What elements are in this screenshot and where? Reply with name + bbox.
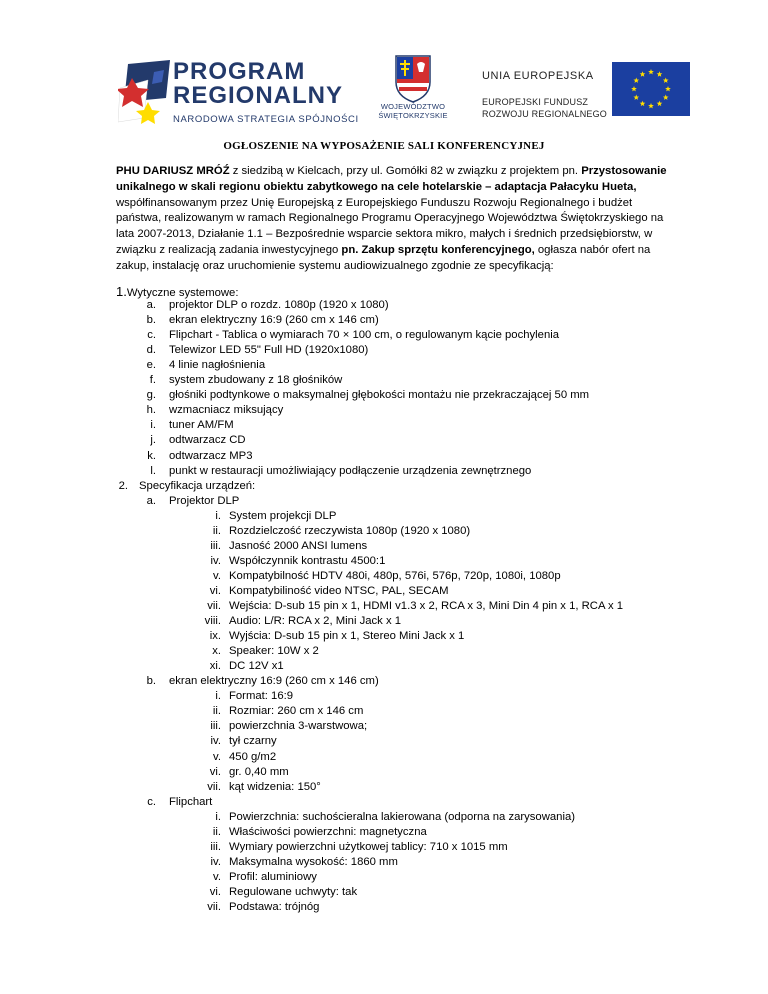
spec-c-item-marker: iv. — [210, 855, 221, 868]
spec-c-title: Flipchart — [169, 795, 213, 808]
spec-a-item-marker: vii. — [207, 600, 221, 612]
eu-text-block — [482, 70, 622, 120]
spec-b-item-marker: ii. — [212, 705, 221, 718]
spec-b-item: tył czarny — [229, 735, 277, 748]
wytyczne-item: 4 linie nagłośnienia — [169, 359, 266, 372]
spec-c-item-marker: vii. — [207, 901, 221, 913]
wytyczne-item-marker: h. — [146, 404, 156, 417]
spec-c-title-marker: c. — [147, 795, 156, 808]
spec-c-item: Powierzchnia: suchościeralna lakierowana (odporna na zarysowania) — [229, 810, 575, 823]
wytyczne-item-marker: c. — [147, 329, 156, 342]
spec-b-item-marker: iii. — [210, 720, 221, 733]
section2-title: Specyfikacja urządzeń: — [139, 479, 256, 492]
wytyczne-item: odtwarzacz CD — [169, 434, 246, 447]
spec-b-item-marker: vii. — [207, 780, 221, 793]
spec-c-item-marker: ii. — [212, 825, 221, 838]
spec-a-item: Wyjścia: D-sub 15 pin x 1, Stereo Mini Jack x 1 — [229, 630, 465, 643]
wytyczne-item-marker: a. — [146, 299, 156, 311]
spec-a-item-marker: xi. — [209, 660, 221, 673]
spec-b-title: ekran elektryczny 16:9 (260 cm x 146 cm) — [169, 675, 379, 688]
spec-a-item-marker: ii. — [212, 524, 221, 537]
wytyczne-item: odtwarzacz MP3 — [169, 449, 253, 462]
spec-b-item: Rozmiar: 260 cm x 146 cm — [229, 705, 364, 718]
spec-c-item-marker: iii. — [210, 840, 221, 853]
wytyczne-item: głośniki podtynkowe o maksymalnej głębokości montażu nie przekraczającej 50 mm — [169, 389, 590, 402]
company-name: PHU DARIUSZ MRÓŹ — [116, 165, 230, 177]
intro-text-3: ogłasza nabór ofert na zakup, instalację oraz uruchomienie systemu audiowizualnego zgodnie ze specyfikacją: — [116, 243, 651, 272]
spec-a-title-marker: a. — [146, 494, 156, 507]
eu-fund-line1: EUROPEJSKI FUNDUSZ — [482, 97, 589, 107]
wytyczne-item: ekran elektryczny 16:9 (260 cm x 146 cm) — [169, 314, 379, 327]
wytyczne-item-marker: l. — [150, 464, 156, 477]
spec-c-item: Maksymalna wysokość: 1860 mm — [229, 855, 398, 868]
wytyczne-item: Flipchart - Tablica o wymiarach 70 × 100 cm, o regulowanym kącie pochylenia — [169, 329, 560, 342]
spec-a-item-marker: x. — [212, 645, 221, 658]
spec-b-item: gr. 0,40 mm — [229, 765, 289, 778]
intro-text-1: z siedzibą w Kielcach, przy ul. Gomółki 82 w związku z projektem pn. — [229, 165, 582, 177]
eu-flag-icon — [612, 62, 690, 116]
spec-a-item: DC 12V x1 — [229, 660, 284, 673]
spec-a-item: Współczynnik kontrastu 4500:1 — [229, 554, 386, 567]
wytyczne-item-marker: k. — [147, 449, 156, 462]
spec-b-item: powierzchnia 3-warstwowa; — [229, 720, 368, 733]
spec-a-item-marker: viii. — [204, 615, 221, 628]
spec-c-item-marker: v. — [213, 870, 221, 883]
spec-c-item-marker: i. — [215, 810, 221, 823]
spec-a-item: System projekcji DLP — [229, 509, 337, 522]
wojewodztwo-label — [368, 102, 458, 120]
wytyczne-item: tuner AM/FM — [169, 419, 234, 432]
spec-c-item: Wymiary powierzchni użytkowej tablicy: 710 x 1015 mm — [229, 840, 508, 853]
spec-a-item-marker: iii. — [210, 539, 221, 552]
spec-a-item: Kompatybilność HDTV 480i, 480p, 576i, 576p, 720p, 1080i, 1080p — [229, 569, 561, 582]
project-name: Przystosowanie unikalnego w skali regionu obiektu zabytkowego na cele hotelarskie – adaptacja Pałacyku Hueta, — [116, 165, 667, 193]
spec-c-item: Podstawa: trójnóg — [229, 901, 320, 913]
wytyczne-item: wzmacniacz miksujący — [169, 404, 284, 417]
wojewodztwo-line1: WOJEWÓDZTWO — [380, 102, 446, 111]
spec-b-item-marker: v. — [213, 750, 221, 763]
intro-text-2: współfinansowanym przez Unię Europejską z Europejskiego Funduszu Rozwoju Regionalnego i budżet państwa, realizowanym w ramach Regionalnego Programu Operacyjnego Województwa Świętokrzyskiego na lata 2007-2013, Działanie 1.1 – Bezpośrednie wsparcie sektora mikro, małych i średnich przedsiębiorstw, w związku z realizacją zadania inwestycyjnego — [116, 196, 664, 256]
eu-title: UNIA EUROPEJSKA — [482, 70, 594, 82]
spec-b-item: kąt widzenia: 150° — [229, 780, 321, 793]
program-title-line2: REGIONALNY — [173, 82, 344, 109]
spec-a-item-marker: vi. — [209, 584, 221, 597]
section2-title-marker: 2. — [118, 479, 128, 492]
wytyczne-item-marker: j. — [150, 434, 156, 447]
wytyczne-item-marker: g. — [146, 389, 156, 402]
wytyczne-item-marker: b. — [146, 314, 156, 327]
spec-a-item: Audio: L/R: RCA x 2, Mini Jack x 1 — [229, 615, 402, 628]
section1-title-text: Wytyczne systemowe: — [126, 287, 239, 299]
wytyczne-item-marker: d. — [146, 344, 156, 357]
spec-c-item-marker: vi. — [209, 885, 221, 898]
wytyczne-item: system zbudowany z 18 głośników — [169, 374, 343, 387]
program-regionalny-emblem-icon — [118, 58, 178, 130]
spec-a-title: Projektor DLP — [169, 494, 240, 507]
spec-a-item: Jasność 2000 ANSI lumens — [229, 539, 368, 552]
spec-a-item-marker: ix. — [209, 630, 221, 643]
program-regionalny-logo — [118, 58, 358, 130]
spec-a-item: Speaker: 10W x 2 — [229, 645, 319, 658]
wytyczne-item-marker: i. — [150, 419, 156, 432]
wytyczne-item: Telewizor LED 55" Full HD (1920x1080) — [169, 344, 369, 357]
spec-a-item: Rozdzielczość rzeczywista 1080p (1920 x 1080) — [229, 524, 471, 537]
section1-number: 1. — [116, 284, 127, 299]
spec-b-item: 450 g/m2 — [229, 750, 277, 763]
spec-a-item: Kompatybiliność video NTSC, PAL, SECAM — [229, 584, 449, 597]
task-name: pn. Zakup sprzętu konferencyjnego, — [341, 243, 535, 256]
spec-a-item-marker: iv. — [210, 554, 221, 567]
spec-b-item: Format: 16:9 — [229, 690, 294, 703]
spec-b-item-marker: iv. — [210, 735, 221, 748]
wojewodztwo-line2: ŚWIĘTOKRZYSKIE — [378, 111, 448, 120]
eu-fund-name — [482, 96, 622, 120]
wytyczne-item: punkt w restauracji umożliwiający podłączenie urządzenia zewnętrznego — [169, 464, 532, 477]
spec-b-title-marker: b. — [146, 675, 156, 688]
intro-paragraph — [116, 164, 676, 275]
spec-c-item: Właściwości powierzchni: magnetyczna — [229, 825, 427, 838]
program-title-line1: PROGRAM — [173, 58, 306, 85]
program-subtitle: NARODOWA STRATEGIA SPÓJNOŚCI — [173, 114, 359, 125]
spec-b-item-marker: vi. — [209, 765, 221, 778]
spec-a-item: Wejścia: D-sub 15 pin x 1, HDMI v1.3 x 2, RCA x 3, Mini Din 4 pin x 1, RCA x 1 — [229, 600, 624, 612]
document-heading: OGŁOSZENIE NA WYPOSAŻENIE SALI KONFERENCYJNEJ — [223, 140, 545, 152]
spec-a-item-marker: i. — [215, 509, 221, 522]
wytyczne-item-marker: e. — [146, 359, 156, 372]
wytyczne-item-marker: f. — [149, 374, 156, 387]
spec-c-item: Profil: aluminiowy — [229, 870, 317, 883]
eu-fund-line2: ROZWOJU REGIONALNEGO — [482, 109, 608, 119]
spec-a-item-marker: v. — [213, 569, 221, 582]
spec-c-item: Regulowane uchwyty: tak — [229, 885, 358, 898]
wytyczne-item: projektor DLP o rozdz. 1080p (1920 x 1080) — [169, 299, 389, 311]
spec-b-item-marker: i. — [215, 690, 221, 703]
